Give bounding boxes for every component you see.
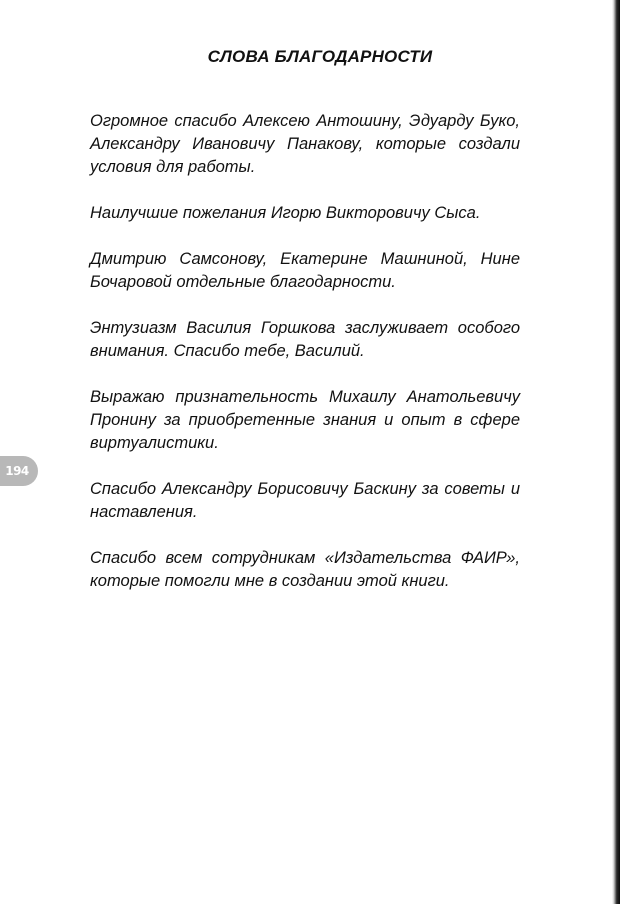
- paragraph: Спасибо Александру Борисовичу Баскину за советы и наставления.: [90, 480, 520, 521]
- page-number-badge: [0, 456, 38, 486]
- paragraph: Наилучшие пожелания Игорю Викторовичу Сыса.: [90, 204, 481, 222]
- paragraph: Огромное спасибо Алексею Антошину, Эдуарду Буко, Александру Ивановичу Панакову, которые создали условия для работы.: [90, 112, 520, 176]
- page-edge-shadow: [612, 0, 620, 904]
- acknowledgements-body: [90, 110, 520, 616]
- page-number: 194: [5, 464, 29, 478]
- paragraph: Дмитрию Самсонову, Екатерине Машниной, Нине Бочаровой отдельные благодарности.: [90, 250, 520, 291]
- paragraph: Спасибо всем сотрудникам «Издательства ФАИР», которые помогли мне в создании этой книги.: [90, 549, 520, 590]
- page-title: СЛОВА БЛАГОДАРНОСТИ: [207, 47, 433, 66]
- paragraph: Энтузиазм Василия Горшкова заслуживает особого внимания. Спасибо тебе, Василий.: [90, 319, 520, 360]
- paragraph: Выражаю признательность Михаилу Анатольевичу Пронину за приобретенные знания и опыт в сфере виртуалистики.: [90, 388, 520, 452]
